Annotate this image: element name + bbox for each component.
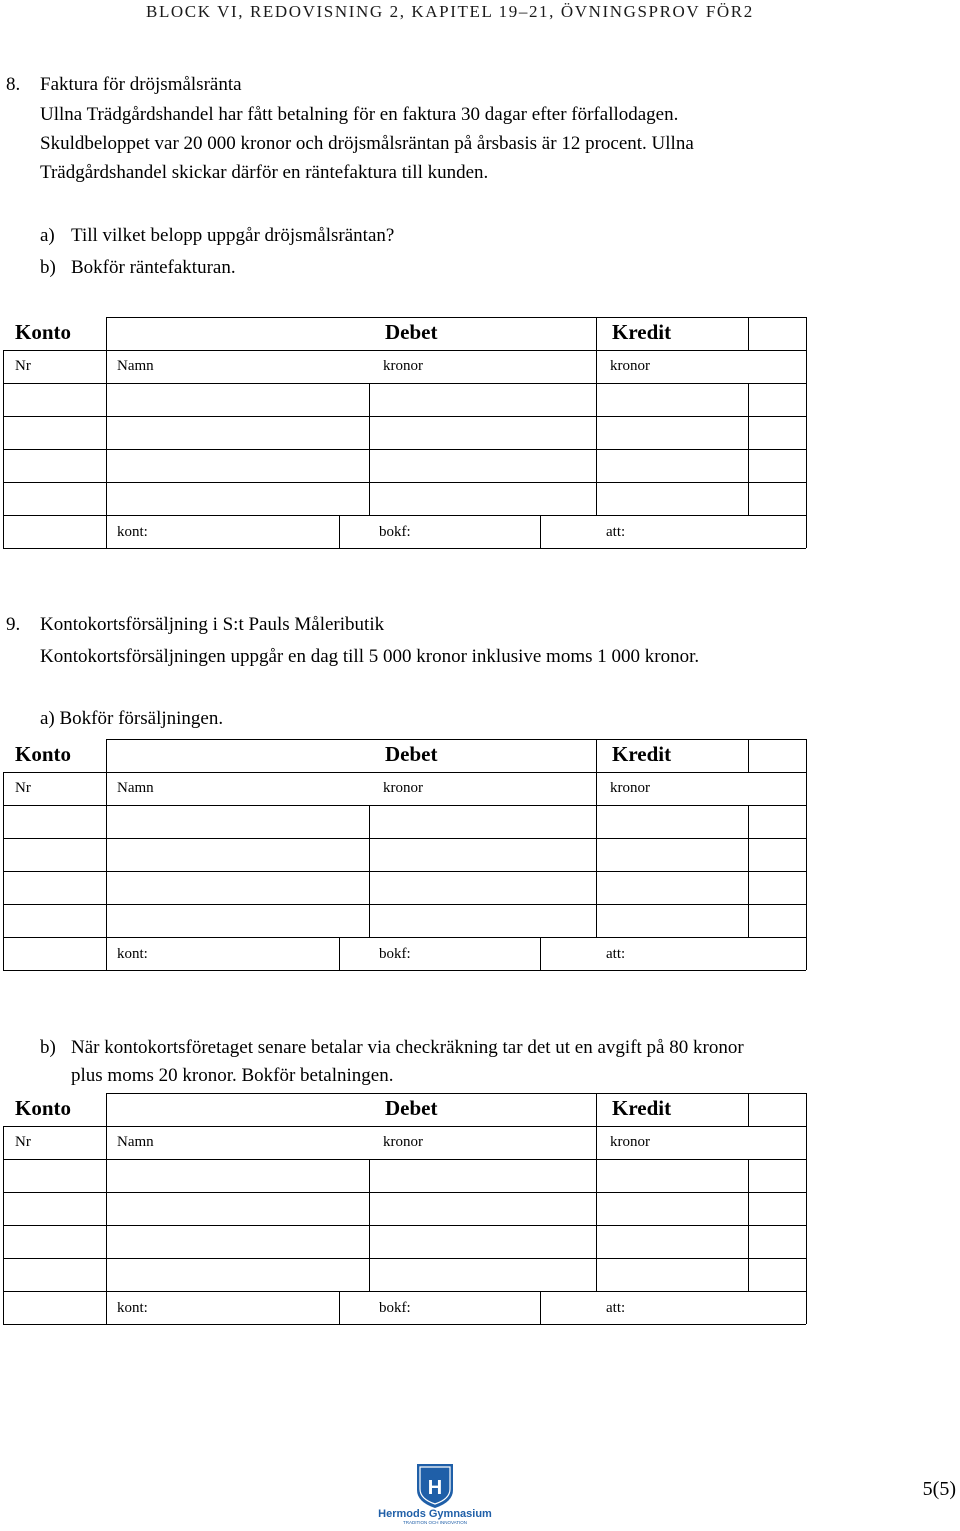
table-rule [3,904,806,905]
table-rule [3,515,806,516]
table-rule [3,350,806,351]
namn-label: Namn [117,780,154,796]
kredit-header: Kredit [612,320,672,344]
kont-label: kont: [117,946,148,962]
q9-b-line-1: När kontokortsföretaget senare betalar via checkräkning tar det ut en avgift på 80 kronor [71,1037,744,1058]
table-rule [3,383,806,384]
logo-letter: H [427,1477,443,1499]
q8-b-text: Bokför räntefakturan. [71,257,236,278]
table-rule [806,1093,807,1324]
table-rule [339,515,340,548]
att-label: att: [606,946,626,962]
table-rule [806,317,807,548]
hermods-logo [375,1462,495,1526]
kredit-kronor-label: kronor [610,780,650,796]
table-rule [540,1291,541,1324]
table-rule [3,350,4,548]
bokf-label: bokf: [379,946,411,962]
kredit-header: Kredit [612,1096,672,1120]
table-rule [748,805,749,937]
nr-label: Nr [15,1134,31,1150]
q8-line-3: Trädgårdshandel skickar därför en räntefaktura till kunden. [40,162,489,183]
table-rule [3,1225,806,1226]
debet-header: Debet [385,1096,438,1120]
table-rule [748,317,749,350]
table-rule [106,383,107,548]
table-rule [748,1159,749,1291]
table-rule [3,1291,806,1292]
table-rule [596,1159,597,1291]
debet-header: Debet [385,742,438,766]
q8-line-2: Skuldbeloppet var 20 000 kronor och dröjsmålsräntan på årsbasis är 12 procent. Ullna [40,133,694,154]
konto-header: Konto [15,742,72,766]
table-rule [3,1324,806,1325]
page-header: BLOCK VI, REDOVISNING 2, KAPITEL 19–21, ÖVNINGSPROV FÖR2 [146,2,754,21]
att-label: att: [606,524,626,540]
table-rule [540,937,541,970]
table-rule [806,739,807,970]
konto-header: Konto [15,1096,72,1120]
table-rule [3,838,806,839]
page-number: 5(5) [922,1478,956,1500]
namn-label: Namn [117,358,154,374]
nr-label: Nr [15,358,31,374]
table-rule [748,739,749,772]
table-rule [369,1159,370,1291]
debet-kronor-label: kronor [383,358,423,374]
table-rule [3,416,806,417]
konto-header: Konto [15,320,72,344]
q9-b-label: b) [40,1037,56,1058]
q8-a-label: a) [40,225,55,246]
table-rule [596,805,597,937]
table-rule [3,772,4,970]
debet-kronor-label: kronor [383,1134,423,1150]
bokf-label: bokf: [379,524,411,540]
table-rule [339,1291,340,1324]
logo-name: Hermods Gymnasium [378,1508,492,1520]
table-rule [596,383,597,515]
table-rule [369,805,370,937]
kredit-header: Kredit [612,742,672,766]
att-label: att: [606,1300,626,1316]
q8-b-label: b) [40,257,56,278]
table-rule [106,1093,806,1094]
table-rule [106,1159,107,1324]
table-rule [106,739,806,740]
bokf-label: bokf: [379,1300,411,1316]
table-rule [3,772,806,773]
table-rule [3,937,806,938]
table-rule [3,1192,806,1193]
table-rule [3,1126,806,1127]
table-rule [748,383,749,515]
kont-label: kont: [117,1300,148,1316]
debet-header: Debet [385,320,438,344]
table-rule [3,548,806,549]
kredit-kronor-label: kronor [610,358,650,374]
table-rule [3,805,806,806]
debet-kronor-label: kronor [383,780,423,796]
logo-tagline: TRADITION OCH INNOVATION [402,1520,468,1525]
q9-a-text: a) Bokför försäljningen. [40,708,224,729]
kont-label: kont: [117,524,148,540]
nr-label: Nr [15,780,31,796]
table-rule [540,515,541,548]
table-rule [3,449,806,450]
table-rule [3,1126,4,1324]
table-rule [369,383,370,515]
namn-label: Namn [117,1134,154,1150]
q8-a-text: Till vilket belopp uppgår dröjsmålsräntan? [71,225,395,246]
table-rule [3,1258,806,1259]
q8-number: 8. [6,74,21,95]
q9-title: Kontokortsförsäljning i S:t Pauls Måleributik [40,614,385,635]
q9-number: 9. [6,614,21,635]
table-rule [748,1093,749,1126]
table-rule [106,805,107,970]
q8-line-1: Ullna Trädgårdshandel har fått betalning för en faktura 30 dagar efter förfallodagen. [40,104,679,125]
table-rule [3,970,806,971]
table-rule [339,937,340,970]
kredit-kronor-label: kronor [610,1134,650,1150]
table-rule [3,1159,806,1160]
table-rule [3,871,806,872]
q9-b-line-2: plus moms 20 kronor. Bokför betalningen. [71,1065,394,1086]
q9-line: Kontokortsförsäljningen uppgår en dag till 5 000 kronor inklusive moms 1 000 kronor. [40,646,700,667]
table-rule [106,317,806,318]
table-rule [3,482,806,483]
q8-title: Faktura för dröjsmålsränta [40,74,242,95]
